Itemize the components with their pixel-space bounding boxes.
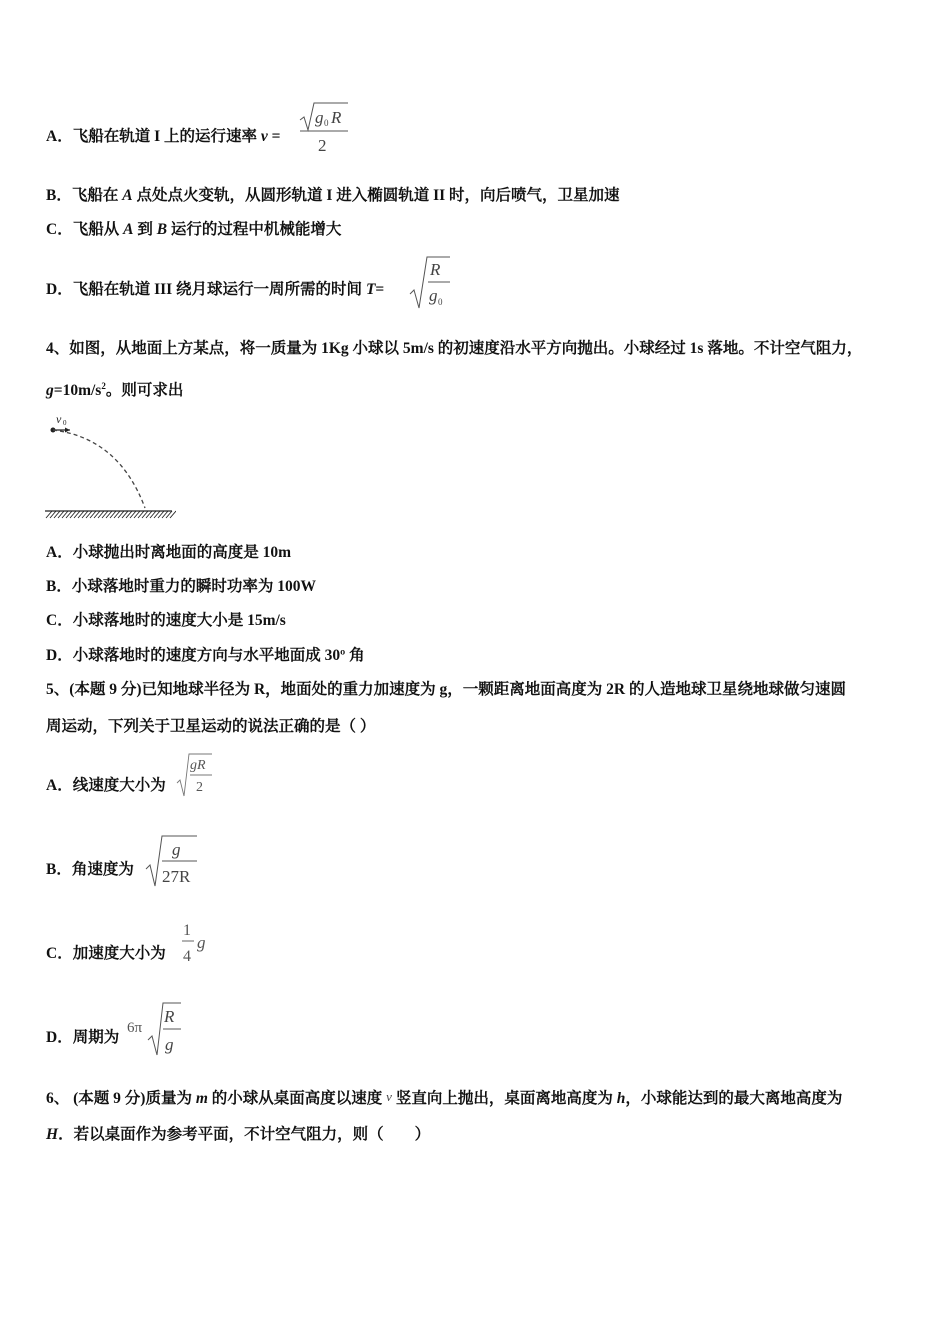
ground-hatch — [46, 511, 176, 518]
formula-den: 2 — [196, 780, 203, 795]
q4-option-d[interactable] — [46, 646, 365, 666]
q5-d-formula — [125, 1000, 185, 1058]
q4-option-b[interactable] — [46, 577, 316, 597]
option-text-1: 飞船在 — [71, 187, 123, 204]
option-label: B． — [46, 187, 72, 204]
option-text: 飞船在轨道 III 绕月球运行一周所需的时间 — [72, 281, 366, 298]
speed-var: v — [386, 1089, 392, 1104]
option-label: D． — [46, 647, 73, 664]
q5-option-a[interactable] — [46, 776, 166, 796]
formula-g: g — [197, 933, 206, 952]
formula-r: R — [331, 108, 342, 127]
q5-c-formula — [180, 916, 214, 968]
formula-sub: 0 — [324, 118, 329, 128]
option-text: 小球抛出时离地面的高度是 10m — [72, 544, 291, 561]
equals-sign: = — [267, 128, 281, 145]
q3-a-formula — [298, 100, 350, 156]
option-label: B． — [46, 578, 72, 595]
option-label: A． — [46, 777, 73, 794]
option-text: 角速度为 — [71, 861, 134, 878]
point-b: B — [156, 221, 168, 238]
q5-a-formula — [176, 751, 214, 799]
period-var: T — [365, 281, 376, 298]
stem-text-1: 6、 (本题 9 分)质量为 — [46, 1090, 196, 1107]
v0-sub: 0 — [63, 419, 67, 427]
option-label: C． — [46, 945, 73, 962]
option-text: 小球落地时重力的瞬时功率为 100W — [71, 578, 316, 595]
q5-stem-line2: 周运动，下列关于卫星运动的说法正确的是（ ） — [46, 718, 376, 735]
option-text: 小球落地时的速度方向与水平地面成 30º 角 — [72, 647, 365, 664]
option-text: 飞船在轨道 I 上的运行速率 — [72, 128, 261, 145]
q5-stem-line1: 5、(本题 9 分)已知地球半径为 R，地面处的重力加速度为 g，一颗距离地面高度为 2R 的人造地球卫星绕地球做匀速圆 — [46, 681, 846, 698]
option-label: D． — [46, 281, 73, 298]
option-text: 周期为 — [72, 1029, 120, 1046]
formula-sub: 0 — [438, 297, 443, 307]
g-var: g — [46, 382, 54, 400]
formula-coef: 6π — [127, 1020, 143, 1036]
formula-den: g — [165, 1035, 174, 1054]
v0-label: v — [56, 412, 62, 426]
q3-option-b[interactable] — [46, 186, 620, 206]
q4-option-a[interactable] — [46, 543, 291, 563]
stem-text-3: 竖直向上抛出，桌面离地高度为 — [391, 1090, 617, 1107]
stem-text-2: 的小球从桌面高度以速度 — [207, 1090, 387, 1107]
option-text-2: 到 — [133, 221, 157, 238]
q6-stem-line2 — [46, 1125, 430, 1145]
formula-den: 4 — [183, 948, 191, 965]
option-text: 线速度大小为 — [72, 777, 166, 794]
formula-g: g — [315, 108, 324, 127]
formula-num: 1 — [183, 922, 191, 939]
formula-num: g — [172, 840, 181, 859]
q3-option-c[interactable] — [46, 220, 341, 240]
option-text-1: 飞船从 — [72, 221, 124, 238]
q6-stem-line1 — [46, 1087, 842, 1109]
superscript: 2 — [101, 381, 106, 391]
formula-num: gR — [190, 758, 206, 773]
stem-text-4: ，小球能达到的最大离地高度为 — [625, 1090, 843, 1107]
q5-option-b[interactable] — [46, 860, 134, 880]
point-a: A — [123, 221, 134, 238]
q4-stem-line2 — [46, 376, 183, 401]
option-label: A． — [46, 544, 73, 561]
option-label: C． — [46, 221, 73, 238]
q3-d-formula — [408, 254, 452, 312]
option-label: D． — [46, 1029, 73, 1046]
option-label: C． — [46, 612, 73, 629]
velocity-var: v — [260, 128, 268, 145]
g-value: =10m/s — [53, 382, 102, 400]
option-text: 加速度大小为 — [72, 945, 166, 962]
trajectory-curve — [53, 430, 145, 508]
option-label: A． — [46, 128, 73, 145]
q5-b-formula — [144, 833, 200, 889]
formula-num: R — [164, 1007, 175, 1026]
mass-var: m — [195, 1090, 208, 1107]
option-text-2: 点处点火变轨，从圆形轨道 I 进入椭圆轨道 II 时，向后喷气，卫星加速 — [132, 187, 620, 204]
max-height-var: H — [46, 1126, 59, 1143]
arrow-head — [65, 428, 70, 433]
q5-option-d[interactable] — [46, 1028, 119, 1048]
formula-g: g — [429, 286, 438, 305]
q4-stem-line1: 4、如图，从地面上方某点，将一质量为 1Kg 小球以 5m/s 的初速度沿水平方向抛出。小球经过 1s 落地。不计空气阻力， — [46, 340, 863, 357]
formula-num: R — [430, 260, 441, 279]
projectile-figure — [44, 408, 176, 524]
formula-den: 27R — [162, 867, 191, 886]
equals-sign: = — [375, 281, 385, 298]
q5-option-c[interactable] — [46, 944, 166, 964]
q3-option-a[interactable] — [46, 127, 280, 147]
stem-text-5: ．若以桌面作为参考平面，不计空气阻力，则（ ） — [58, 1126, 431, 1143]
option-text-3: 运行的过程中机械能增大 — [167, 221, 342, 238]
point-a: A — [122, 187, 133, 204]
option-label: B． — [46, 861, 72, 878]
height-var: h — [616, 1090, 626, 1107]
formula-den: 2 — [318, 136, 327, 155]
stem-end: 。则可求出 — [105, 382, 184, 400]
q4-option-c[interactable] — [46, 611, 286, 631]
option-text: 小球落地时的速度大小是 15m/s — [72, 612, 286, 629]
q3-option-d[interactable] — [46, 280, 384, 300]
